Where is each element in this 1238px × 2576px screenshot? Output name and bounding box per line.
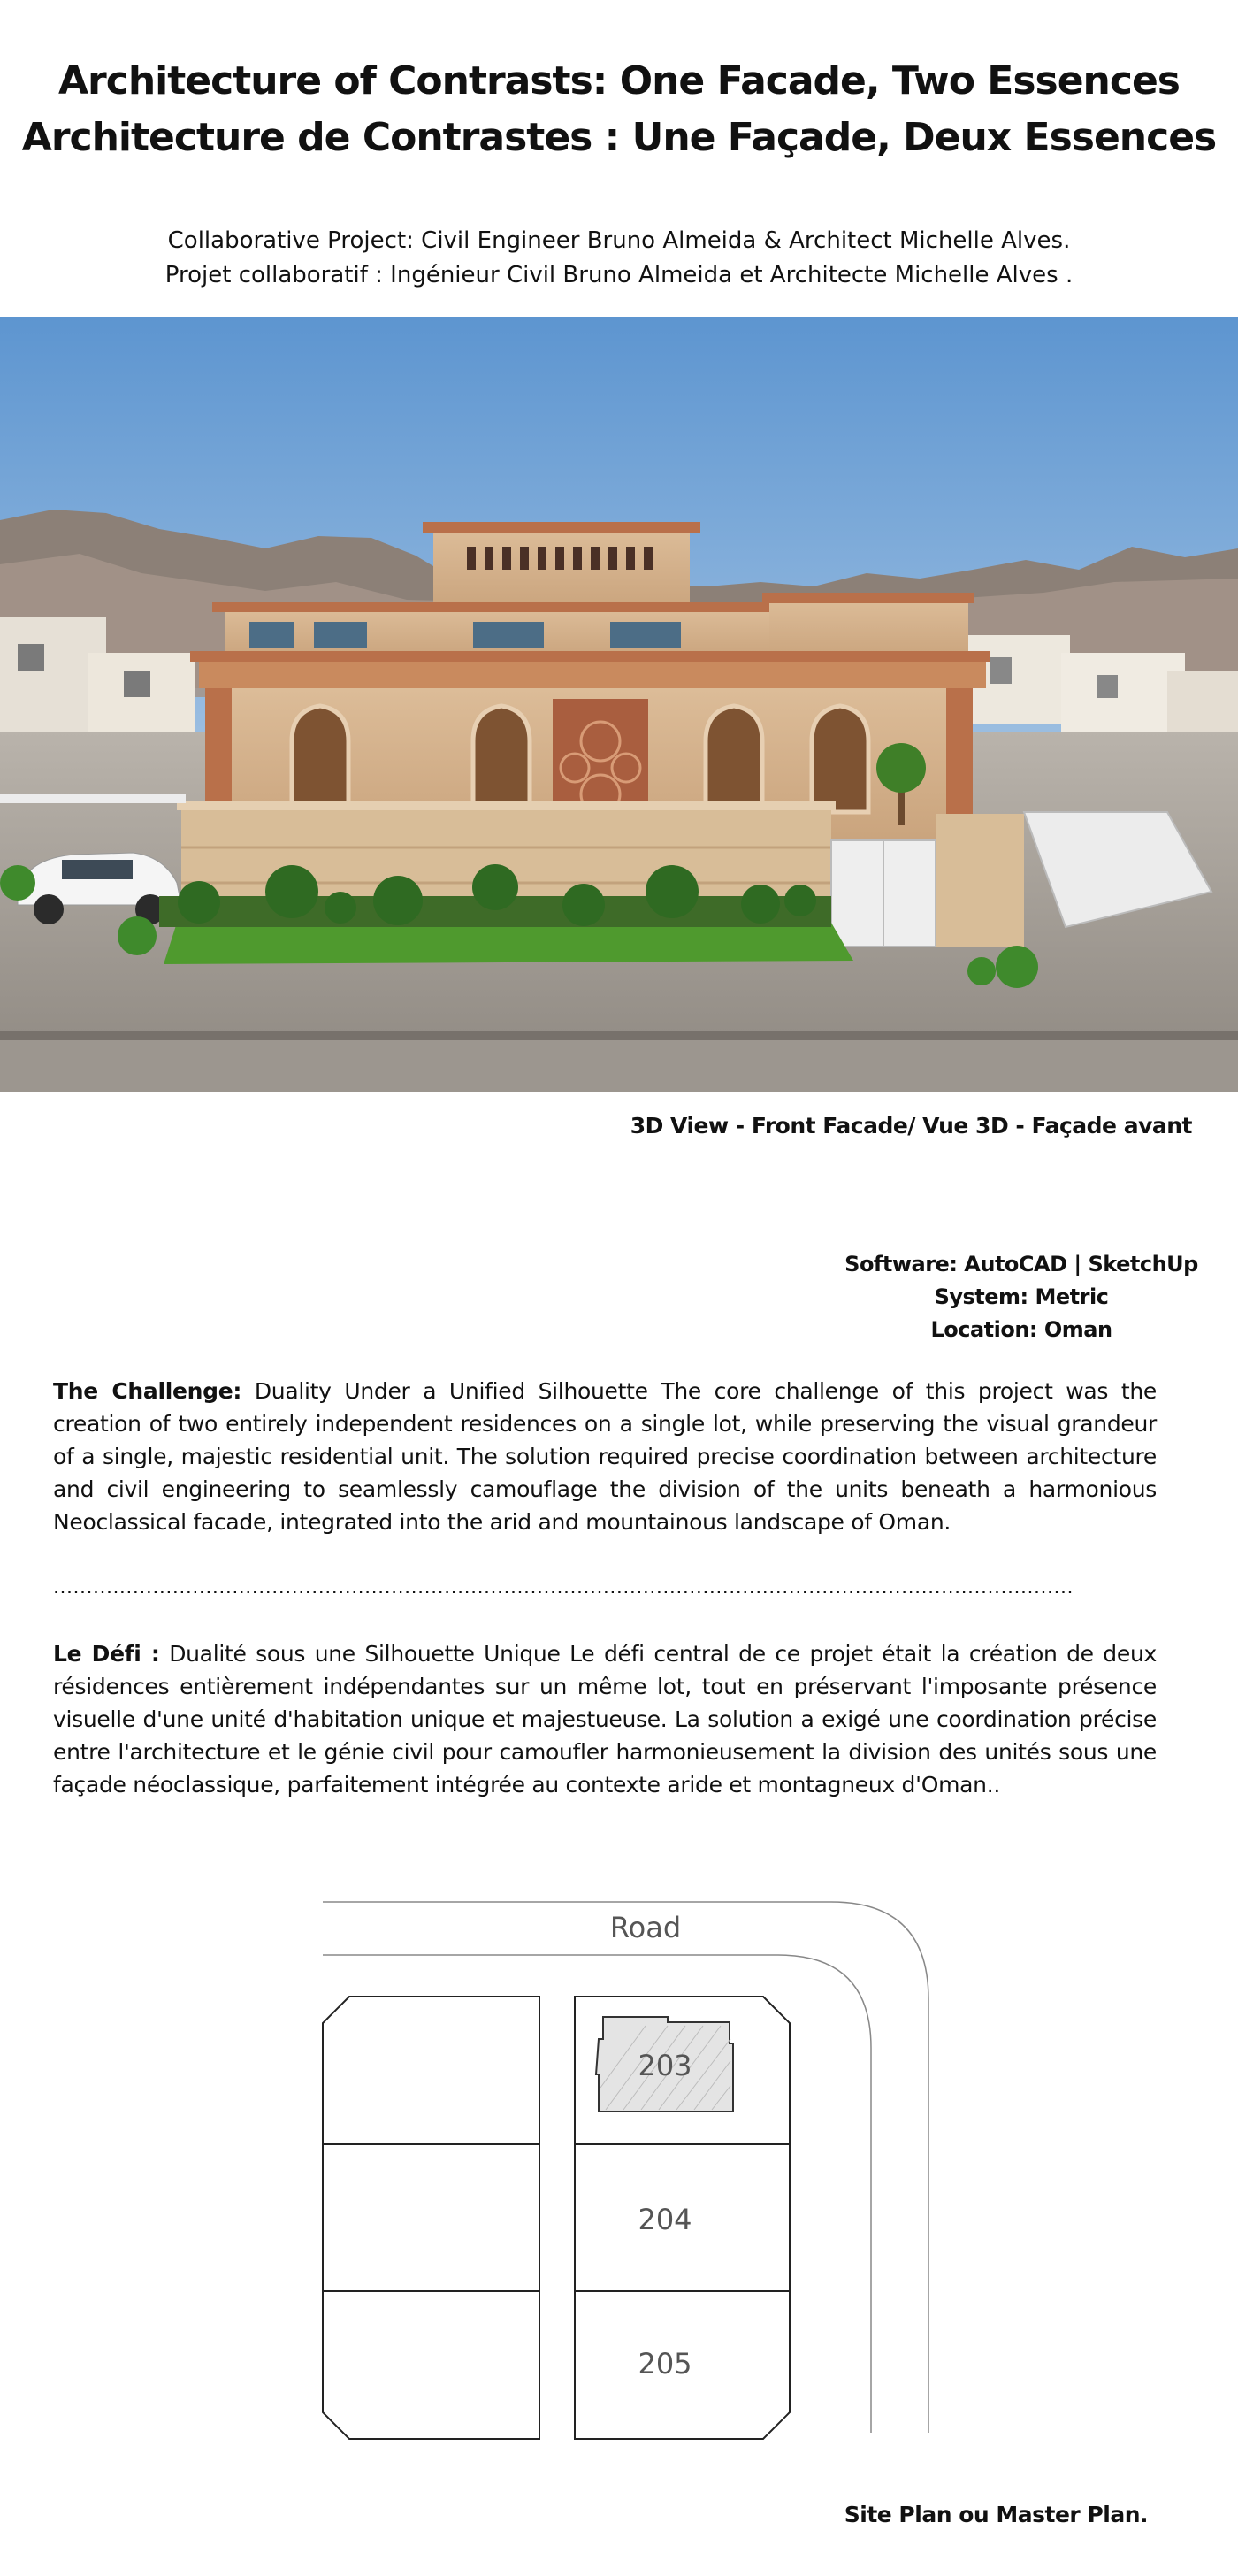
challenge-text: Duality Under a Unified Silhouette The core challenge of this project was the creation of two entirely independent residences on a single lot, while preserving the visual grandeur of a single, majestic residential unit. The solution required precise coordination between architecture and civil engineering to seamlessly camouflage the division of the units beneath a harmonious Neoclassical facade, integrated into the arid and mountainous landscape of Oman.: [53, 1378, 1157, 1535]
lot-label-205: 205: [638, 2347, 692, 2380]
site-plan: [318, 1893, 937, 2459]
page-title-en: Architecture of Contrasts: One Facade, Two Essences: [58, 58, 1180, 104]
lot-label-203: 203: [638, 2049, 692, 2082]
subtitle-en: Collaborative Project: Civil Engineer Bruno Almeida & Architect Michelle Alves.: [167, 227, 1071, 254]
challenge-paragraph: [53, 1375, 1157, 1538]
meta-system: System: Metric: [934, 1284, 1109, 1309]
road-label: Road: [609, 1911, 682, 1944]
challenge-label: The Challenge:: [53, 1378, 242, 1404]
meta-location: Location: Oman: [930, 1317, 1112, 1342]
defi-label: Le Défi :: [53, 1641, 160, 1667]
meta-software: Software: AutoCAD | SketchUp: [844, 1252, 1198, 1276]
hero-caption: 3D View - Front Facade/ Vue 3D - Façade avant: [630, 1113, 1192, 1138]
road-outline: [323, 1902, 928, 2433]
site-plan-caption: Site Plan ou Master Plan.: [844, 2502, 1148, 2527]
dotted-separator: ..........................................................................................................................................................: [53, 1576, 1074, 1598]
left-lot-block: [323, 1997, 539, 2439]
page-title-fr: Architecture de Contrastes : Une Façade, Deux Essences: [21, 115, 1217, 160]
house-facade-illustration: [0, 317, 1238, 1092]
lot-label-204: 204: [638, 2203, 692, 2236]
defi-text: Dualité sous une Silhouette Unique Le défi central de ce projet était la création de deux résidences entièrement indépendantes sur un même lot, tout en préservant l'imposante présence visuelle d'une unité d'habitation unique et majestueuse. La solution a exigé une coordination précise entre l'architecture et le génie civil pour camoufler harmonieusement la division des unités sous une façade néoclassique, parfaitement intégrée au contexte aride et montagneux d'Oman..: [53, 1641, 1157, 1798]
defi-paragraph: [53, 1637, 1157, 1801]
subtitle-fr: Projet collaboratif : Ingénieur Civil Bruno Almeida et Architecte Michelle Alves .: [164, 262, 1074, 288]
hero-image: [0, 317, 1238, 1092]
